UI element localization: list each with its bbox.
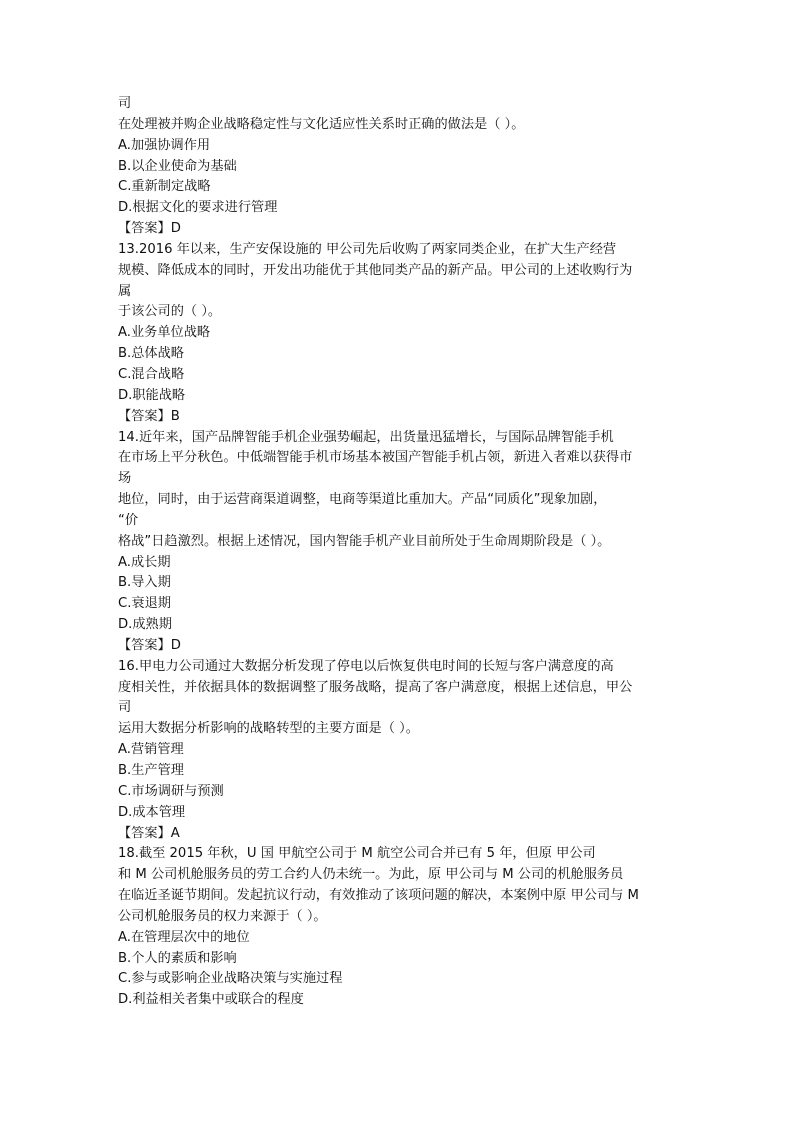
question-14-text: 地位，同时，由于运营商渠道调整，电商等渠道比重加大。产品“同质化”现象加剧，	[118, 492, 607, 508]
answer-line: 【答案】B	[118, 408, 180, 424]
question-18-text: 和 M 公司机舱服务员的劳工合约人仍未统一。为此，原 甲公司与 M 公司的机舱服务员	[118, 867, 624, 883]
option-b: B.导入期	[118, 575, 171, 591]
option-d: D.利益相关者集中或联合的程度	[118, 992, 304, 1008]
question-13-text: 规模、降低成本的同时，开发出功能优于其他同类产品的新产品。甲公司的上述收购行为	[118, 262, 633, 278]
option-a: A.加强协调作用	[118, 137, 211, 153]
text-line: 司	[118, 96, 132, 111]
option-d: D.成本管理	[118, 804, 186, 820]
question-13-text: 13.2016 年以来，生产安保设施的 甲公司先后收购了两家同类企业，在扩大生产经营	[118, 241, 617, 257]
option-b: B.以企业使命为基础	[118, 158, 237, 174]
question-14-text: 14.近年来，国产品牌智能手机企业强势崛起，出货量迅猛增长，与国际品牌智能手机	[118, 429, 614, 445]
question-16-text: 司	[118, 700, 132, 716]
question-18-text: 在临近圣诞节期间。发起抗议行动，有效推动了该项问题的解决，本案例中原 甲公司与 M	[118, 888, 639, 904]
option-d: D.职能战略	[118, 387, 186, 403]
option-c: C.衰退期	[118, 596, 171, 612]
answer-line: 【答案】A	[118, 825, 180, 841]
question-13-text: 于该公司的（ ）。	[118, 304, 222, 320]
option-a: A.在管理层次中的地位	[118, 929, 250, 945]
document-page	[118, 94, 688, 1011]
answer-line: 【答案】D	[118, 637, 181, 653]
answer-line: 【答案】D	[118, 221, 181, 237]
question-16-text: 度相关性，并依据具体的数据调整了服务战略，提高了客户满意度，根据上述信息，甲公	[118, 679, 633, 695]
question-14-text: “价	[118, 512, 139, 528]
question-stem: 在处理被并购企业战略稳定性与文化适应性关系时正确的做法是（ ）。	[118, 116, 525, 132]
option-b: B.总体战略	[118, 346, 184, 362]
option-d: D.根据文化的要求进行管理	[118, 200, 278, 216]
question-18-text: 18.截至 2015 年秋，U 国 甲航空公司于 M 航空公司合并已有 5 年，但原 甲公司	[118, 846, 596, 862]
option-c: C.重新制定战略	[118, 179, 211, 195]
option-a: A.营销管理	[118, 742, 184, 758]
question-18-text: 公司机舱服务员的权力来源于（ ）。	[118, 908, 327, 924]
option-b: B.个人的素质和影响	[118, 950, 237, 966]
option-a: A.成长期	[118, 554, 171, 570]
question-13-text: 属	[118, 283, 132, 299]
option-c: C.混合战略	[118, 366, 185, 382]
question-16-text: 16.甲电力公司通过大数据分析发现了停电以后恢复供电时间的长短与客户满意度的高	[118, 658, 614, 674]
question-14-text: 格战”日趋激烈。根据上述情况，国内智能手机产业目前所处于生命周期阶段是（ ）。	[118, 533, 611, 549]
question-14-text: 在市场上平分秋色。中低端智能手机市场基本被国产智能手机占领，新进入者难以获得市	[118, 450, 633, 466]
option-c: C.参与或影响企业战略决策与实施过程	[118, 971, 343, 987]
option-b: B.生产管理	[118, 763, 184, 778]
question-14-text: 场	[118, 471, 132, 487]
option-a: A.业务单位战略	[118, 325, 211, 341]
option-d: D.成熟期	[118, 617, 172, 633]
option-c: C.市场调研与预测	[118, 783, 224, 799]
question-16-text: 运用大数据分析影响的战略转型的主要方面是（ ）。	[118, 721, 419, 737]
